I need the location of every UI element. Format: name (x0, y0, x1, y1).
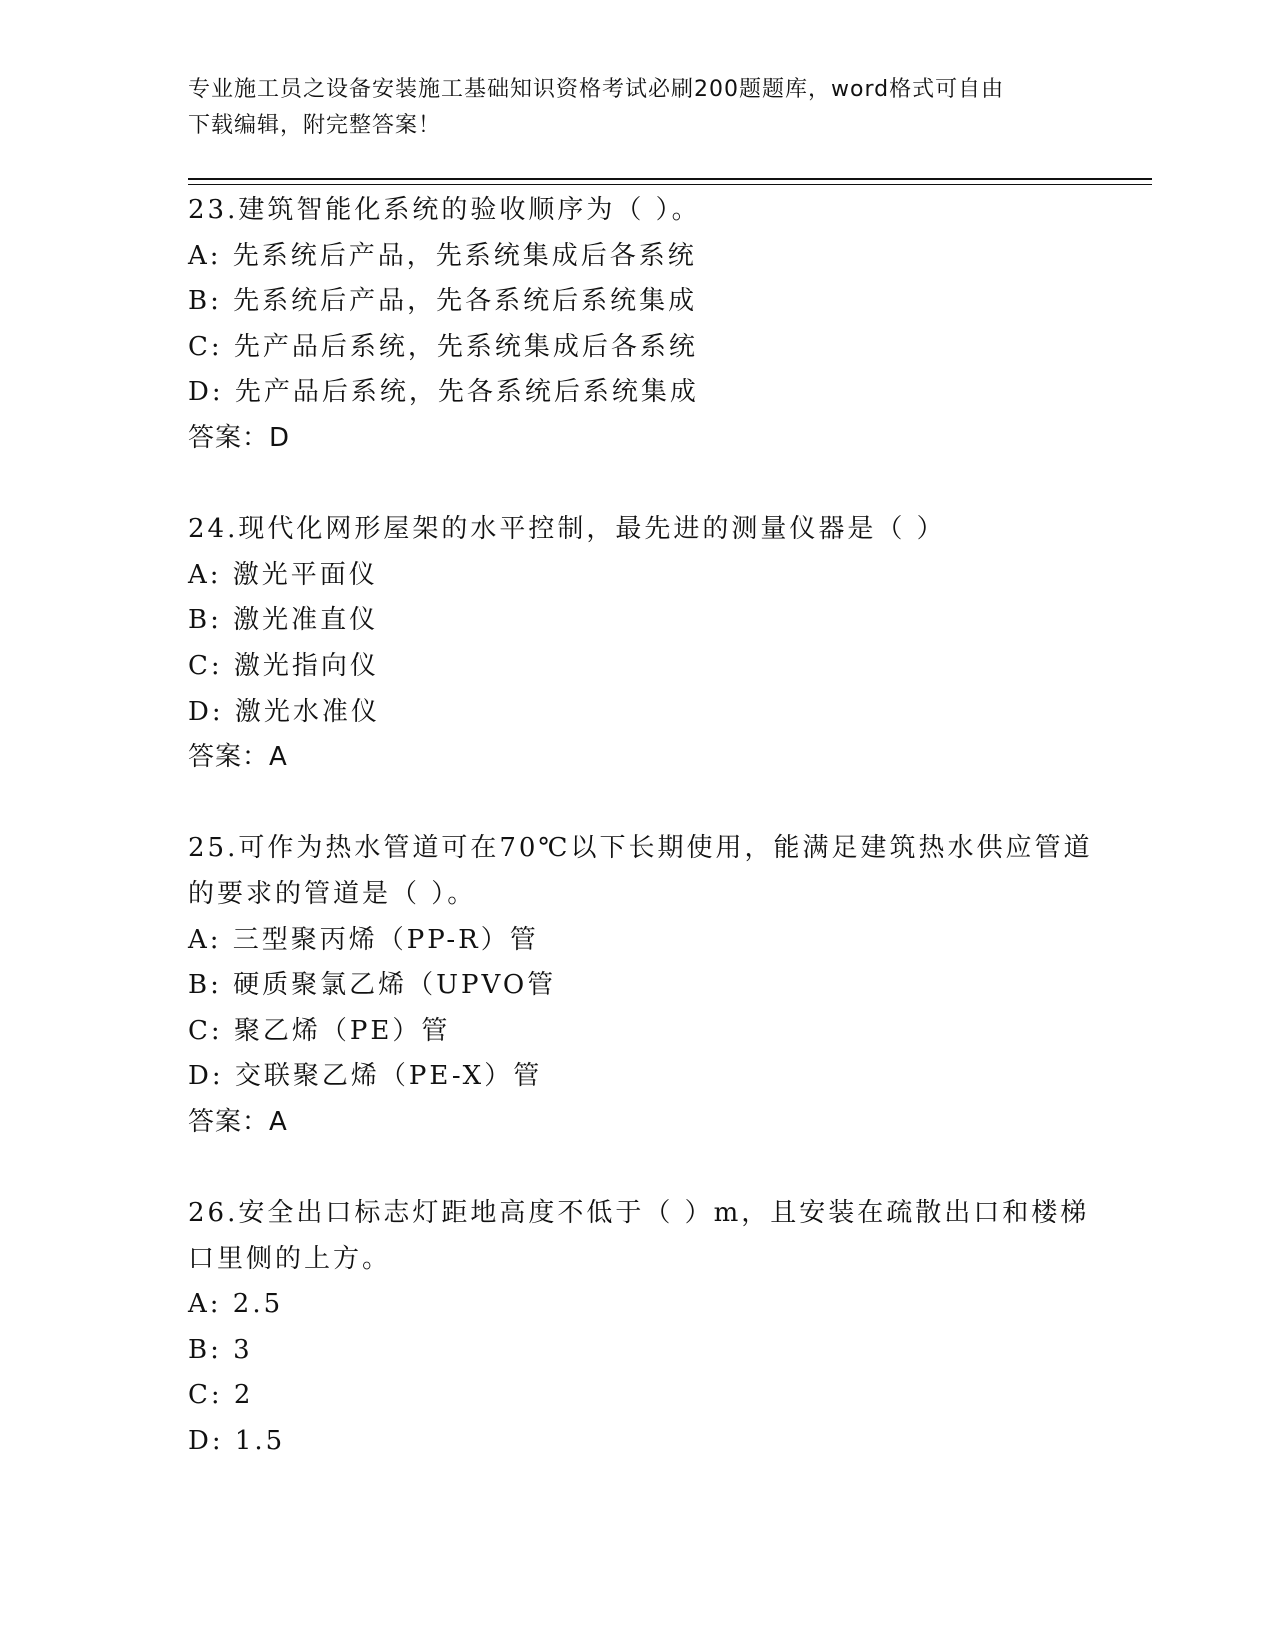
header-rule-thick (188, 178, 1152, 180)
header-rule-thin (188, 184, 1152, 185)
header-line-2: 下载编辑，附完整答案！ (188, 113, 442, 138)
option-c: C: 激光指向仪 (188, 650, 379, 681)
option-a: A: 先系统后产品，先系统集成后各系统 (188, 240, 697, 271)
answer: 答案：D (188, 422, 291, 453)
option-d: D: 激光水准仪 (188, 696, 380, 727)
option-c: C: 先产品后系统，先系统集成后各系统 (188, 331, 698, 362)
stem-line: 25.可作为热水管道可在70℃以下长期使用，能满足建筑热水供应管道 (188, 833, 1093, 864)
stem-line: 23.建筑智能化系统的验收顺序为（ ）。 (188, 195, 701, 225)
option-b: B: 硬质聚氯乙烯（UPVO管 (188, 970, 557, 1001)
question-stem (188, 1191, 1088, 1282)
question-gap (188, 462, 1088, 508)
stem-line: 26.安全出口标志灯距地高度不低于（ ）m，且安装在疏散出口和楼梯 (188, 1198, 1090, 1229)
option-c: C: 聚乙烯（PE）管 (188, 1015, 451, 1046)
option-b: B: 先系统后产品，先各系统后系统集成 (188, 286, 698, 317)
option-d: D: 交联聚乙烯（PE-X）管 (188, 1061, 543, 1092)
answer: 答案：A (188, 742, 288, 773)
header-line-1: 专业施工员之设备安装施工基础知识资格考试必刷200题题库，word格式可自由 (188, 77, 1005, 102)
question-24 (188, 507, 1088, 781)
question-gap (188, 1145, 1088, 1191)
option-c: C: 2 (188, 1380, 254, 1411)
question-25 (188, 826, 1093, 1145)
question-stem (188, 826, 1093, 917)
question-26 (188, 1191, 1088, 1465)
option-b: B: 激光准直仪 (188, 605, 379, 636)
option-a: A: 2.5 (188, 1289, 284, 1320)
answer: 答案：A (188, 1106, 288, 1137)
option-d: D: 先产品后系统，先各系统后系统集成 (188, 377, 699, 408)
option-d: D: 1.5 (188, 1426, 286, 1457)
question-list (188, 188, 1093, 1465)
option-a: A: 激光平面仪 (188, 559, 378, 590)
question-stem (188, 507, 1088, 553)
question-23 (188, 188, 1088, 462)
stem-line: 24.现代化网形屋架的水平控制，最先进的测量仪器是（ ） (188, 514, 946, 545)
stem-line: 口里侧的上方。 (188, 1243, 392, 1274)
document-header (188, 72, 1068, 144)
stem-line: 的要求的管道是（ ）。 (188, 878, 477, 909)
option-b: B: 3 (188, 1334, 253, 1365)
question-gap (188, 781, 1088, 827)
question-stem (188, 188, 1088, 234)
option-a: A: 三型聚丙烯（PP-R）管 (188, 924, 539, 955)
